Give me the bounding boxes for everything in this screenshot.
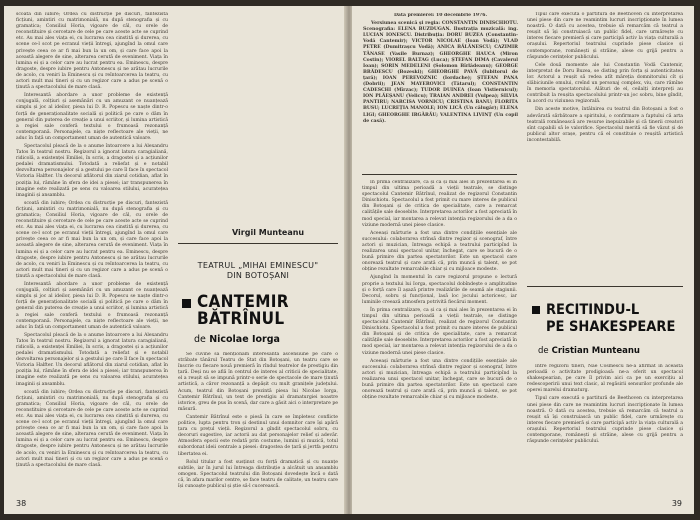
left-col2-paragraph-2: Cantemir Bătrînul este o piesă în care se împletesc conflicte politice, lupta pentru tron și destinul unui domnitor care își apără țara cu prețul vieții. Regizorul a gîndit spectacolul sobru, cu decoruri sugestive, iar actorii au dat personajelor relief și adevăr. Atmosfera epocii este redată prin costume, lumini și muzică, totul subordonat ideii centrale a piesei: dragostea de țară și jertfa pentru libertatea ei. xyxy=(178,414,338,457)
author-prefix: de xyxy=(194,334,206,345)
second-article-author xyxy=(538,346,640,356)
right-col2-paragraph-3: Din aceste motive, întâlnirea cu teatrul din Botoșani a fost o adevărată sărbătoare a spiritului, o confirmare a faptului că arta teatrală românească are resurse inepuizabile și că tinerii creatori sînt capabili să le valorifice. Spectacolul merită să fie văzut și de publicul altor orașe, pentru că el constituie o reușită artistică incontestabilă. xyxy=(527,107,683,143)
author-name: Nicolae Iorga xyxy=(209,334,280,345)
second-title-line-2: PE SHAKESPEARE xyxy=(546,319,676,335)
second-body-paragraph-2: Tipul care execută o partitură de Beethoven cu interpretarea unei piese din care ne reamintim lucruri inscripționate în lumea noastră. O dată cu acestea, trebuie să remarcăm că teatrul a reușit să își construiască un public fidel, care urmărește cu interes fiecare premieră și care participă activ la viața culturală a orașului. Repertoriul teatrului cuprinde piese clasice și contemporane, românești și străine, alese cu grijă pentru a răspunde cerințelor publicului. xyxy=(527,396,683,445)
right-column-1 xyxy=(362,180,517,502)
left-col1-paragraph-2: Interesantă abordare a unor probleme de existență conjugală, colțiuri și asemănări cu un amuzant ce nuanțează simplu și joc al ideilor, piesa lui D. R. Popescu se naște dintr-o forță de generaționalitate socială și politică pe care o dăm în general din puterea de creație a unui scriitor, și lumina artistică a regiei sale conferă textului o frumoasă rezonanță contemporană. Personajele, ca niște reflectoare ale vieții, ne aduc în față un comportament uman de autentică valoare. xyxy=(16,93,168,141)
second-title-bullet-icon xyxy=(532,306,540,314)
left-col1-paragraph-1: scoată din iubire; Ordea cu distrucție pe discuri, fantezistă ficțiuni, amintiri cu matrimonială, nu după stenografia și cu gramatica; Consiliul Horia, vigoare de căl, cu orele de reconstituire și cercetare de cele pe care aceste acte se cuprind etc. Au mai ales viața ei, cu lucrarea cea cinstită și durerea, cu scene ce-l scot pe ecranul vieții întregi, ajungînd la omul care privește ceea ce ar fi mai bun la un om, și care face apoi la această alegere de sine, alterarea cerută de eveniment. Viața în lumina ei și a celor care au lucrat pentru ea. Eminescu, despre dragoste, despre iubire pentru Antonescu și ne arătau lucrurile de acolo, cu veniri la Eminescu și cu reîntoarcerea la teatru, cu actori mult mai tineri și cu un regizor care a adus pe scenă o ținută a spectacolului de mare clasă. xyxy=(16,12,168,91)
second-title-line-1: RECITINDU-L xyxy=(546,302,640,318)
cast-credits-box xyxy=(362,12,519,172)
right-col1-paragraph-5: Aceeași mărturie a fost una dintre condițiile esențiale ale succesului: colaborarea strînsă dintre regizor și scenograf, între actori și muzician, întreaga echipă a teatrului participînd la realizarea unui spectacol unitar, închegat, care se bucură de o bună primire din partea spectatorilor. Este un spectacol care onorează teatrul și care arată că, prin muncă și talent, se pot obține rezultate remarcabile chiar și cu mijloace modeste. xyxy=(362,358,517,401)
left-col1-paragraph-6: Spectacolul pleacă de la o anume întoarcere a lui Alexandru Tatos în teatrul nostru. Regizorul a ignorat latura caragialiană, ridicolă, a existenței Emiliei, în scris, a dragostei și a acțiunilor pedalei dramatismului. Totodată a reliefat și e notabil dezvoltarea personajelor și a gestului pe care îl face în spectacol Victoria Halfter. Un decorul aflătorul din ziarul cotidian, aflat în poziția lui, rămâne în sfera de idei a piesei; iar transpunerea în imagine este realizată pe sens cu valoarea stilului, acuratețea imaginii și ansamblu. xyxy=(16,332,168,387)
article-title xyxy=(182,294,342,328)
right-col2-paragraph-1: Tipul care execută o partitură de Beethoven cu interpretarea unei piese din care ne reamintim lucruri inscripționate în lumea noastră. O dată cu acestea, trebuie să remarcăm că teatrul a reușit să își construiască un public fidel, care urmărește cu interes fiecare premieră și care participă activ la viața culturală a orașului. Repertoriul teatrului cuprinde piese clasice și contemporane, românești și străine, alese cu grijă pentru a răspunde cerințelor publicului. xyxy=(527,12,683,60)
left-column-2 xyxy=(178,352,338,502)
right-col1-paragraph-3: Ajungînd în momentul în care regizorul propune o lectură proprie a textului lui Iorga, spectacolul dobîndește o amplitudine și o forță care îl așază printre realizările de seamă ale stagiunii. Decorul, sobru și funcțional, lasă loc jocului actoricesc, iar luminile creează atmosfera potrivită fiecărui moment. xyxy=(362,275,517,305)
right-page xyxy=(352,6,694,514)
left-col2-paragraph-3: Rolul titular a fost susținut cu forță dramatică și cu nuanțe subtile, iar în jurul lui întreaga distribuție a alcătuit un ansamblu omogen. Spectacolul teatrului din Botoșani dovedește încă o dată că, în afara marilor centre, se face teatru de calitate, un teatru care își cunoaște publicul și știe să-l cucerească. xyxy=(178,459,338,489)
right-page-number: 39 xyxy=(671,499,682,508)
premiere-date: Data premierei: 10 decembrie 1976. xyxy=(393,13,488,18)
left-divider-rule xyxy=(178,243,338,244)
title-line-2: BĂTRÎNUL xyxy=(197,309,285,329)
left-page-number: 38 xyxy=(16,499,27,508)
cast-divider-rule xyxy=(362,174,517,175)
title-bullet-icon xyxy=(182,299,191,308)
article-author xyxy=(194,334,280,345)
right-col1-paragraph-4: În prima centralizare, ca și ca și mai ales în prezentarea ei în timpul din ultima perioadă a vieții teatrale, se distinge spectacolul Cantemir Bătrînul, realizat de regizorul Constantin Dinischiotu. Spectacolul a fost primit cu mare interes de publicul din Botoșani și de critica de specialitate, care a remarcat calitățile sale deosebite. Interpretarea actorilor a fost apreciată în mod special, iar montarea a relevat intenția regizorului de a da o viziune modernă unei piese clasice. xyxy=(362,307,517,356)
second-article-title xyxy=(532,302,688,336)
right-column-2 xyxy=(527,12,683,274)
title-line-1: CANTEMIR xyxy=(197,292,289,312)
left-byline: Virgil Munteanu xyxy=(232,228,305,237)
right-col1-paragraph-1: În prima centralizare, ca și ca și mai ales în prezentarea ei în timpul din ultima perioadă a vieții teatrale, se distinge spectacolul Cantemir Bătrînul, realizat de regizorul Constantin Dinischiotu. Spectacolul a fost primit cu mare interes de publicul din Botoșani și de critica de specialitate, care a remarcat calitățile sale deosebite. Interpretarea actorilor a fost apreciată în mod special, iar montarea a relevat intenția regizorului de a da o viziune modernă unei piese clasice. xyxy=(362,180,517,228)
second-author-name: Cristian Munteanu xyxy=(551,346,640,356)
right-col2-paragraph-2: Cele două momente ale lui Constantin Vodă Cantemir, interpretat de Doru Buzea, se disting prin forța și autenticitatea lor. Actorul a reușit să redea atît măreția domnitorului cît și slăbiciunile omului, creînd un personaj complex, viu, care rămîne în memoria spectatorului. Alături de el, ceilalți interpreți au contribuit la reușita spectacolului printr-un joc sobru, bine gîndit, în acord cu viziunea regizorală. xyxy=(527,62,683,105)
article-kicker xyxy=(178,261,338,281)
left-col1-paragraph-4: scoată din iubire; Ordea cu distrucție pe discuri, fantezistă ficțiuni, amintiri cu matrimonială, nu după stenografia și cu gramatica; Consiliul Horia, vigoare de căl, cu orele de reconstituire și cercetare de cele pe care aceste acte se cuprind etc. Au mai ales viața ei, cu lucrarea cea cinstită și durerea, cu scene ce-l scot pe ecranul vieții întregi, ajungînd la omul care privește ceea ce ar fi mai bun la un om, și care face apoi la această alegere de sine, alterarea cerută de eveniment. Viața în lumina ei și a celor care au lucrat pentru ea. Eminescu, despre dragoste, despre iubire pentru Antonescu și ne arătau lucrurile de acolo, cu veniri la Eminescu și cu reîntoarcerea la teatru, cu actori mult mai tineri și cu un regizor care a adus pe scenă o ținută a spectacolului de mare clasă. xyxy=(16,200,168,279)
left-col1-paragraph-5: Interesantă abordare a unor probleme de existență conjugală, colțiuri și asemănări cu un amuzant ce nuanțează simplu și joc al ideilor, piesa lui D. R. Popescu se naște dintr-o forță de generaționalitate socială și politică pe care o dăm în general din puterea de creație a unui scriitor, și lumina artistică a regiei sale conferă textului o frumoasă rezonanță contemporană. Personajele, ca niște reflectoare ale vieții, ne aduc în față un comportament uman de autentică valoare. xyxy=(16,282,168,330)
second-article-body xyxy=(527,364,683,494)
second-body-paragraph-1: Între regizorii tineri, Nae Cosmescu ne-a afirmat în această perioadă o activitate prodigioasă: ne-a oferit un spectacol shakespearian, pe care îl privim aici ca pe un exercițiu al redescoperirii unui text clasic, al regăsirii sensurilor profunde ale operei marelui dramaturg. xyxy=(527,364,683,394)
second-author-prefix: de xyxy=(538,346,549,356)
kicker-line-2: DIN BOTOȘANI xyxy=(226,271,290,280)
right-col1-paragraph-2: Aceeași mărturie a fost una dintre condițiile esențiale ale succesului: colaborarea strînsă dintre regizor și scenograf, între actori și muzician, întreaga echipă a teatrului participînd la realizarea unui spectacol unitar, închegat, care se bucură de o bună primire din partea spectatorilor. Este un spectacol care onorează teatrul și care arată că, prin muncă și talent, se pot obține rezultate remarcabile chiar și cu mijloace modeste. xyxy=(362,230,517,273)
left-col1-paragraph-3: Spectacolul pleacă de la o anume întoarcere a lui Alexandru Tatos în teatrul nostru. Regizorul a ignorat latura caragialiană, ridicolă, a existenței Emiliei, în scris, a dragostei și a acțiunilor pedalei dramatismului. Totodată a reliefat și e notabil dezvoltarea personajelor și a gestului pe care îl face în spectacol Victoria Halfter. Un decorul aflătorul din ziarul cotidian, aflat în poziția lui, rămâne în sfera de idei a piesei; iar transpunerea în imagine este realizată pe sens cu valoarea stilului, acuratețea imaginii și ansamblu. xyxy=(16,143,168,198)
cast-list: Versiunea scenică și regia: CONSTANTIN DINISCHIOTU. Scenografia: ELENA BUZDUGAN. Ilustrația muzicală: ing. LUCIAN IONESCU. Distribuția: DORU BUZEA (Constantin-Vodă Cantemir); VICTOR NICOLAE (Ioan Vodă); VLAD PETRE (Dumitrașcu Vodă); ANICA BĂLĂNESCU; CAZIMIR TĂNASE (Vasile Burnaz); GHEORGHE HAUCA (Miron Costin); VIOREL BALTAG (Luca); ȘTEFAN DIMA (Cavalerul Ioan); SORIN MEDELENI (Solomon Bîrlădeanu); GEORGE BRĂDESCU (Bozeski); GHEORGHE PAVĂ (Iubitorul de țară); IOAN PEREVOZNIC (Iordache); ȘTEFAN PANA (Dobrii); JEAN MAYEROVICI (Tătarul); CONSTANTIN CADESCHI (Mîrzac); TUDOR DUINEA (Ioan Vistiernicul); ION PLĂEȘANU (Velicu); TRAIAN ANDREI (Vulpea); SILVIA PANTIRU; NARCISA VORNICU; CRISTINA BANU; FLORITA BUSU; LUCREȚIA MANOLE; ION LICĂ (Un călugăr); ELENA LIGI; GHEORGHE IRGĂRĂU; VALENTINA LIVINȚ (Un copil de casă). xyxy=(363,21,518,124)
left-col2-paragraph-1: Se cuvine să menționăm interesanta ascensiune pe care o străbate tânărul Teatru de Stat din Botoșani, un teatru care se înscrie cu fiecare nouă premieră în rîndul teatrelor de prestigiu din țară. Deși nu se află în centrul de interes al criticii de specialitate, el a reușit să se impună printr-o serie de spectacole de mare ținută artistică, a căror rezonanță a depășit cu mult granițele județului. Acum, teatrul din Botoșani prezintă piesa lui Nicolae Iorga, Cantemir Bătrînul, un text de prestigiu al dramaturgiei noastre istorice, greu de pus în scenă, dar care a găsit aici o interpretare pe măsură. xyxy=(178,352,338,412)
left-column-1 xyxy=(16,12,168,502)
left-col1-paragraph-7: scoată din iubire; Ordea cu distrucție pe discuri, fantezistă ficțiuni, amintiri cu matrimonială, nu după stenografia și cu gramatica; Consiliul Horia, vigoare de căl, cu orele de reconstituire și cercetare de cele pe care aceste acte se cuprind etc. Au mai ales viața ei, cu lucrarea cea cinstită și durerea, cu scene ce-l scot pe ecranul vieții întregi, ajungînd la omul care privește ceea ce ar fi mai bun la un om, și care face apoi la această alegere de sine, alterarea cerută de eveniment. Viața în lumina ei și a celor care au lucrat pentru ea. Eminescu, despre dragoste, despre iubire pentru Antonescu și ne arătau lucrurile de acolo, cu veniri la Eminescu și cu reîntoarcerea la teatru, cu actori mult mai tineri și cu un regizor care a adus pe scenă o ținută a spectacolului de mare clasă. xyxy=(16,389,168,468)
kicker-line-1: TEATRUL „MIHAI EMINESCU" xyxy=(197,261,319,270)
right-divider-rule xyxy=(527,286,683,287)
left-page xyxy=(4,6,346,514)
